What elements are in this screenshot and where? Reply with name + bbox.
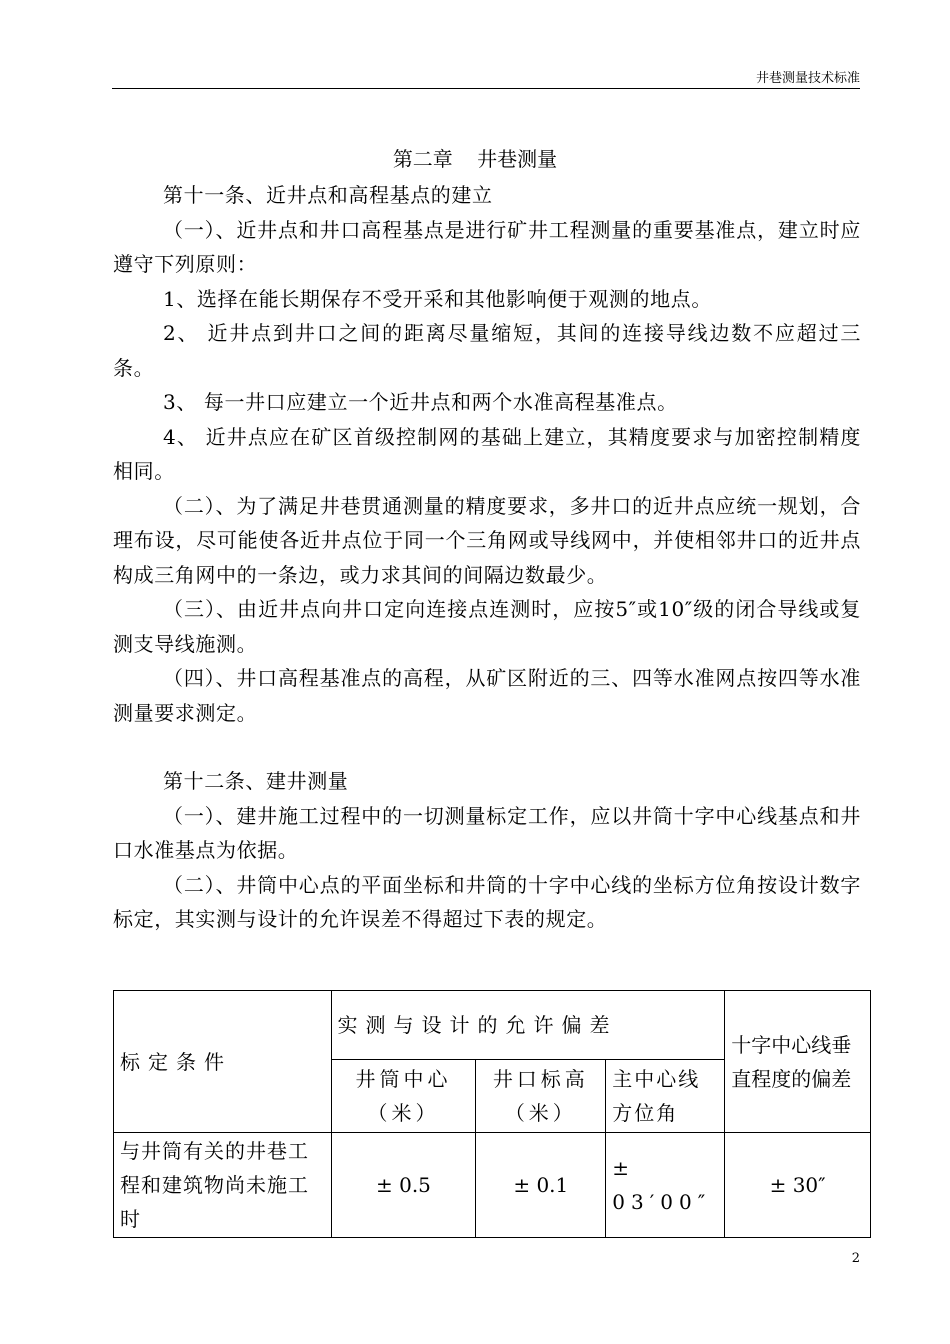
header-vertical: 十字中心线垂直程度的偏差 (725, 991, 871, 1133)
header-title: 井巷测量技术标准 (755, 71, 860, 86)
section-12-paragraph-2: （二）、井筒中心点的平面坐标和井筒的十字中心线的坐标方位角按设计数字标定，其实测与设计的允许误差不得超过下表的规定。 (113, 872, 861, 931)
tolerance-table (113, 990, 871, 1238)
section-11-item-1: 1、选择在能长期保存不受开采和其他影响便于观测的地点。 (163, 286, 712, 311)
header-center: 井筒中心（米） (331, 1060, 476, 1133)
section-12-heading: 第十二条、建井测量 (163, 769, 349, 793)
row-elevation: ± 0.1 (476, 1133, 606, 1238)
row-condition: 与井筒有关的井巷工程和建筑物尚未施工时 (114, 1133, 332, 1238)
header-rule (112, 88, 860, 89)
section-11-paragraph-1: （一）、近井点和井口高程基点是进行矿井工程测量的重要基准点，建立时应遵守下列原则： (113, 217, 861, 276)
header-azimuth: 主中心线方位角 (606, 1060, 725, 1133)
page-number: 2 (851, 1251, 860, 1266)
table-row (114, 1133, 871, 1238)
chapter-title: 第二章 井巷测量 (392, 147, 558, 171)
section-11-paragraph-4: （四）、井口高程基准点的高程，从矿区附近的三、四等水准网点按四等水准测量要求测定。 (113, 666, 861, 725)
section-12-paragraph-1: （一）、建井施工过程中的一切测量标定工作，应以井筒十字中心线基点和井口水准基点为依据。 (113, 803, 861, 862)
document-body (113, 178, 861, 937)
section-11-item-2: 2、 近井点到井口之间的距离尽量缩短，其间的连接导线边数不应超过三条。 (113, 321, 861, 380)
section-11-item-3: 3、 每一井口应建立一个近井点和两个水准高程基准点。 (163, 390, 678, 414)
table-header-row (114, 991, 871, 1060)
row-vertical: ± 30″ (725, 1133, 871, 1238)
row-azimuth: ± 03′00″ (606, 1133, 725, 1238)
header-elevation: 井口标高（米） (476, 1060, 606, 1133)
section-11-heading: 第十一条、近井点和高程基点的建立 (163, 183, 493, 207)
section-11-item-4: 4、 近井点应在矿区首级控制网的基础上建立，其精度要求与加密控制精度相同。 (113, 424, 861, 483)
header-condition: 标定条件 (114, 991, 332, 1133)
header-group: 实测与设计的允许偏差 (331, 991, 725, 1060)
section-gap (113, 730, 861, 764)
row-center: ± 0.5 (331, 1133, 476, 1238)
section-11-paragraph-2: （二）、为了满足井巷贯通测量的精度要求，多井口的近井点应统一规划，合理布设，尽可能使各近井点位于同一个三角网或导线网中，并使相邻井口的近井点构成三角网中的一条边，或力求其间的间隔边数最少。 (113, 493, 861, 587)
section-11-paragraph-3: （三）、由近井点向井口定向连接点连测时，应按5″或10″级的闭合导线或复测支导线施测。 (113, 597, 861, 656)
